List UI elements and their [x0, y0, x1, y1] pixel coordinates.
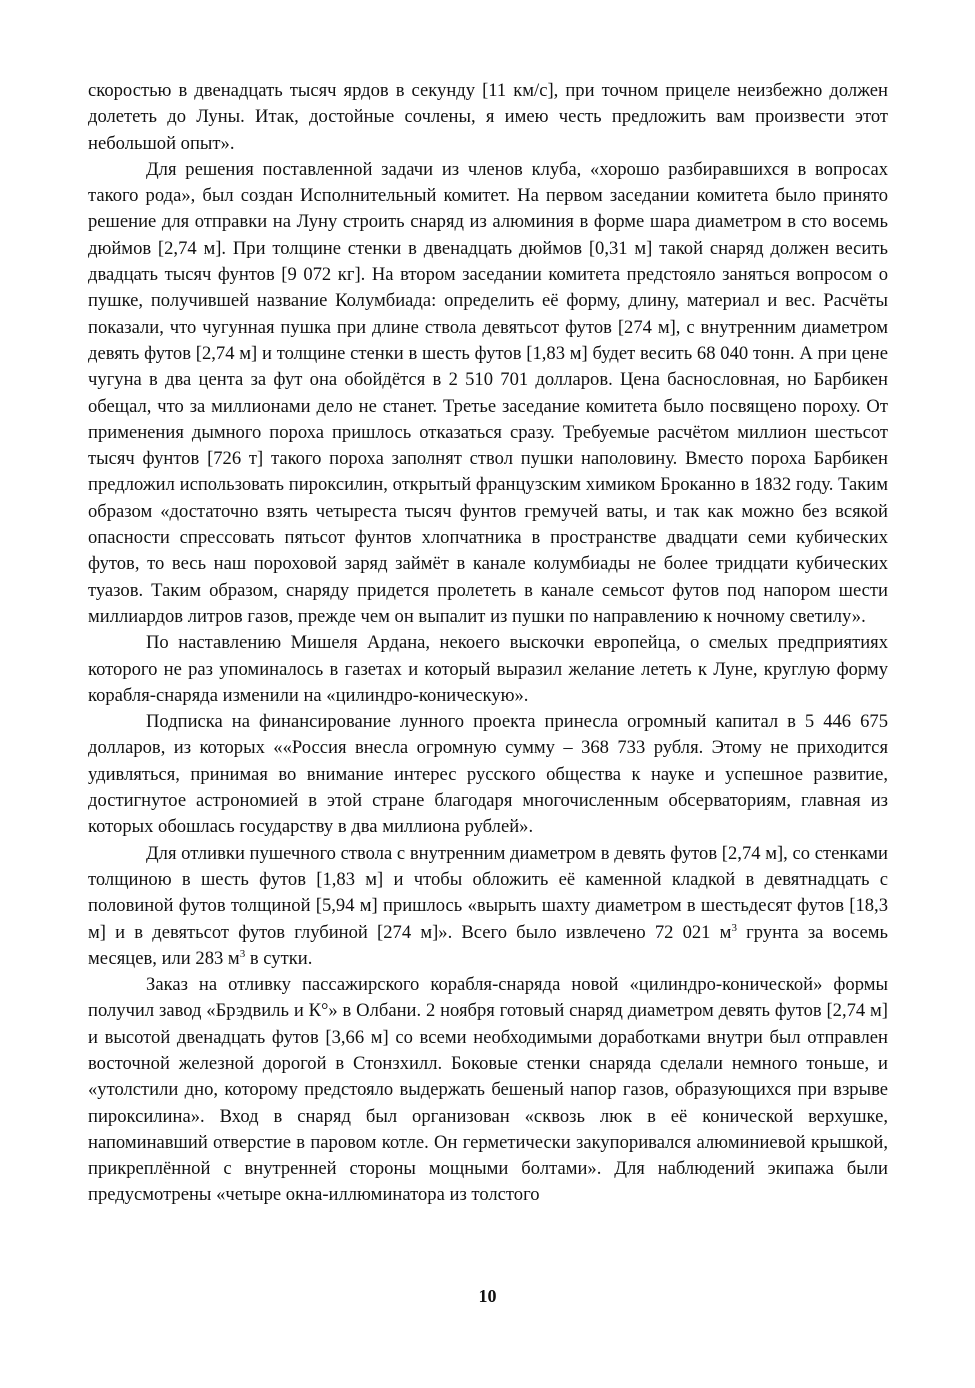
page-number: 10 — [478, 1286, 497, 1306]
paragraph — [88, 841, 888, 972]
paragraph-text: грунта за восемь месяцев, или 283 м — [88, 921, 888, 969]
paragraph — [88, 78, 888, 157]
paragraph-text: Для отливки пушечного ствола с внутренним диаметром в девять футов [2,74 м], со стенками толщиною в шесть футов [1,83 м] и чтобы обложить её каменной кладкой в девятнадцать с половиной футов толщиной [5,94 м] пришлось «вырыть шахту диаметром в шестьдесят футов [18,3 м] и в девятьсот футов глубиной [274 м]». Всего было извлечено 72 021 м — [88, 842, 888, 943]
paragraph-text: Для решения поставленной задачи из членов клуба, «хорошо разбиравшихся в вопросах такого рода», был создан Исполнительный комитет. На первом заседании комитета было принято решение для отправки на Луну строить снаряд из алюминия в форме шара диаметром в сто восемь дюймов [2,74 м]. При толщине стенки в двенадцать дюймов [0,31 м] такой снаряд должен весить двадцать тысяч фунтов [9 072 кг]. На втором заседании комитета предстояло заняться вопросом о пушке, получившей название Колумбиада: определить её форму, длину, материал и вес. Расчёты показали, что чугунная пушка при длине ствола девятьсот футов [274 м], с внутренним диаметром девять футов [2,74 м] и толщине стенки в шесть футов [1,83 м] будет весить 68 040 тонн. А при цене чугуна в два цента за фут она обойдётся в 2 510 701 долларов. Цена баснословная, но Барбикен обещал, что за миллионами дело не станет. Третье заседание комитета было посвящено пороху. От применения дымного пороха пришлось отказаться сразу. Требуемые расчётом миллион шестьсот тысяч фунтов [726 т] такого пороха заполнят ствол пушки наполовину. Вместо пороха Барбикен предложил использовать пироксилин, открытый французским химиком Броканно в 1832 году. Таким образом «достаточно взять четыреста тысяч фунтов гремучей ваты, и так как можно без всякой опасности спрессовать пятьсот фунтов хлопчатника в пространстве двадцати семи кубических футов, то весь наш пороховой заряд займёт в канале колумбиады не более тридцати кубических туазов. Таким образом, снаряду придется пролететь в канале семьсот футов под напором шести миллиардов литров газов, прежде чем он выпалит из пушки по направлению к ночному светилу». — [88, 158, 888, 627]
paragraph-text: По наставлению Мишеля Ардана, некоего выскочки европейца, о смелых предприятиях которого не раз упоминалось в газетах и который выразил желание лететь к Луне, круглую форму корабля-снаряда изменили на «цилиндро-коническую». — [88, 632, 888, 706]
paragraph-text: в сутки. — [245, 947, 313, 969]
paragraph — [88, 630, 888, 709]
document-body — [88, 78, 888, 1209]
superscript: 3 — [731, 921, 737, 934]
paragraph — [88, 972, 888, 1209]
superscript: 3 — [239, 947, 246, 960]
paragraph-text: Подписка на финансирование лунного проекта принесла огромный капитал в 5 446 675 долларов, из которых ««Россия внесла огромную сумму – 368 733 рубля. Этому не приходится удивляться, принимая во внимание интерес русского общества к науке и успешное развитие, достигнутое астрономией в этой стране благодаря многочисленным обсерваториям, главная из которых обошлась государству в два миллиона рублей». — [88, 711, 888, 838]
paragraph-text: Заказ на отливку пассажирского корабля-снаряда новой «цилиндро-конической» формы получил завод «Брэдвиль и К°» в Олбани. 2 ноября готовый снаряд диаметром девять футов [2,74 м] и высотой двенадцать футов [3,66 м] со всеми необходимыми доработками внутри был отправлен восточной железной дорогой в Стонзхилл. Боковые стенки снаряда сделали немного тоньше, и «утолстили дно, которому предстояло выдержать бешеный напор газов, образующихся при взрыве пироксилина». Вход в снаряд был организован «сквозь люк в её конической верхушке, напоминавший отверстие в паровом котле. Он герметически закупоривался алюминиевой крышкой, прикреплённой с внутренней стороны мощными болтами». Для наблюдений экипажа были предусмотрены «четыре окна-иллюминатора из толстого — [88, 974, 888, 1206]
paragraph-text: скоростью в двенадцать тысяч ярдов в секунду [11 км/с], при точном прицеле неизбежно должен долететь до Луны. Итак, достойные сочлены, я имею честь предложить вам произвести этот небольшой опыт». — [88, 80, 888, 154]
paragraph — [88, 157, 888, 630]
paragraph — [88, 709, 888, 840]
